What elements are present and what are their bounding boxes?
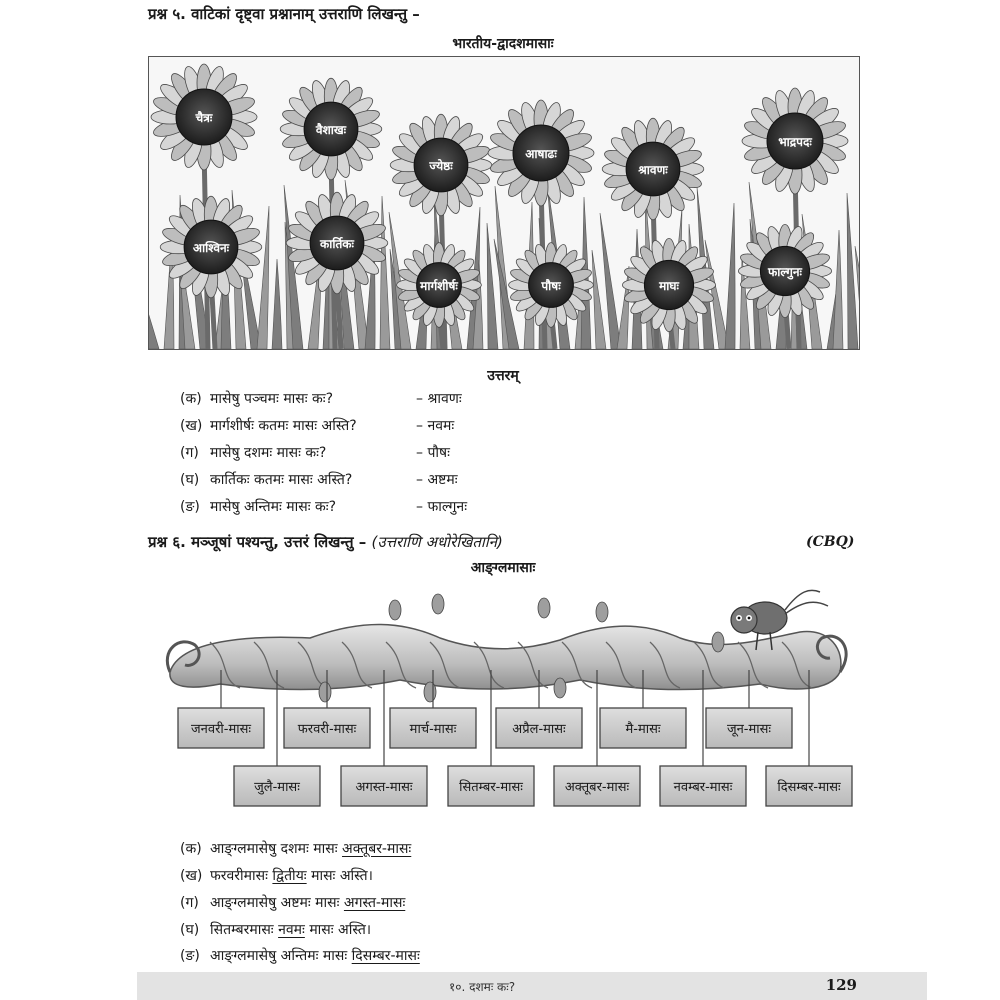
q6-item-answer: दिसम्बर-मासः bbox=[351, 948, 420, 964]
vine-leaf bbox=[389, 600, 401, 620]
vine-leaf bbox=[319, 682, 331, 702]
q6-item bbox=[210, 893, 405, 912]
cbq-tag: (CBQ) bbox=[806, 534, 855, 550]
q5-question-label: (क) bbox=[180, 391, 202, 407]
sunflower-month-label: माघः bbox=[659, 279, 679, 293]
q5-question-label: (ङ) bbox=[180, 499, 200, 515]
vine-leaf bbox=[554, 678, 566, 698]
vine-body bbox=[170, 625, 841, 690]
sunflower-month-label: भाद्रपदः bbox=[778, 135, 812, 149]
board-month-label: अप्रैल-मासः bbox=[512, 722, 566, 737]
board-month-label: अक्तूबर-मासः bbox=[564, 780, 630, 795]
sunflower-month-label: कार्तिकः bbox=[320, 237, 354, 251]
month-board bbox=[496, 708, 582, 748]
page-footer bbox=[137, 972, 927, 1000]
q6-item-label: (ग) bbox=[180, 895, 199, 911]
sunflower-month-label: ज्येष्ठः bbox=[429, 159, 453, 173]
sunflower-month-label: मार्गशीर्षः bbox=[420, 279, 458, 293]
month-board bbox=[284, 708, 370, 748]
q5-question-text: मासेषु दशमः मासः कः? bbox=[210, 445, 327, 461]
sunflower-month-label: आषाढः bbox=[525, 147, 557, 161]
vine-board-illustration bbox=[140, 580, 860, 810]
q6-heading-text: प्रश्न ६. मञ्जूषां पश्यन्तु, उत्तरं लिखन्तु – bbox=[148, 533, 367, 551]
q6-item bbox=[210, 920, 371, 939]
q6-item-label: (ङ) bbox=[180, 948, 200, 964]
month-board bbox=[390, 708, 476, 748]
q5-answer-title: उत्तरम् bbox=[487, 368, 519, 384]
month-board bbox=[554, 766, 640, 806]
q5-question-text: मासेषु पञ्चमः मासः कः? bbox=[210, 391, 334, 407]
q5-answer: – नवमः bbox=[416, 418, 455, 434]
sunflower-month-label: पौषः bbox=[541, 279, 561, 293]
board-month-label: नवम्बर-मासः bbox=[673, 780, 733, 795]
page-number: 129 bbox=[825, 976, 857, 994]
q5-answer: – पौषः bbox=[416, 445, 450, 461]
q6-heading bbox=[148, 532, 503, 552]
vine-leaf bbox=[538, 598, 550, 618]
q6-hint: (उत्तराणि अधोरेखितानि) bbox=[371, 533, 503, 551]
board-month-label: जुलै-मासः bbox=[254, 780, 300, 795]
sunflower-month-label: आश्विनः bbox=[192, 241, 230, 255]
board-month-label: दिसम्बर-मासः bbox=[777, 780, 841, 795]
sunflower-month-label: श्रावणः bbox=[638, 163, 668, 177]
q6-item-answer: नवमः bbox=[278, 922, 305, 938]
month-board bbox=[706, 708, 792, 748]
q6-item bbox=[210, 946, 420, 965]
q5-answer: – अष्टमः bbox=[416, 472, 458, 488]
q5-question-label: (ग) bbox=[180, 445, 199, 461]
q5-answer: – श्रावणः bbox=[416, 391, 462, 407]
boards-layer bbox=[178, 708, 852, 806]
month-board bbox=[341, 766, 427, 806]
month-board bbox=[448, 766, 534, 806]
q5-question-text: मार्गशीर्षः कतमः मासः अस्ति? bbox=[210, 418, 357, 434]
q6-item bbox=[210, 866, 373, 885]
q5-question-label: (ख) bbox=[180, 418, 203, 434]
board-month-label: मार्च-मासः bbox=[409, 722, 457, 737]
q6-item-pre: आङ्ग्लमासेषु अन्तिमः मासः bbox=[210, 948, 348, 964]
q6-item-label: (क) bbox=[180, 841, 202, 857]
q5-image-title: भारतीय-द्वादशमासाः bbox=[452, 36, 554, 52]
footer-chapter: १०. दशमः कः? bbox=[449, 980, 516, 994]
board-month-label: सितम्बर-मासः bbox=[459, 780, 523, 795]
q6-item-answer: द्वितीयः bbox=[272, 868, 307, 884]
sunflower-garden-illustration bbox=[148, 56, 860, 350]
q6-item-answer: अगस्त-मासः bbox=[343, 895, 406, 911]
q5-question-text: मासेषु अन्तिमः मासः कः? bbox=[210, 499, 337, 515]
q6-item-post: मासः अस्ति। bbox=[311, 868, 373, 884]
vine-leaf bbox=[424, 682, 436, 702]
vine-leaf bbox=[596, 602, 608, 622]
q6-item bbox=[210, 839, 411, 858]
month-board bbox=[600, 708, 686, 748]
q6-item-label: (ख) bbox=[180, 868, 203, 884]
q5-answer: – फाल्गुनः bbox=[416, 499, 468, 515]
q6-item-label: (घ) bbox=[180, 922, 200, 938]
q6-item-answer: अक्तूबर-मासः bbox=[342, 841, 412, 857]
month-board bbox=[178, 708, 264, 748]
q6-image-title: आङ्ग्लमासाः bbox=[470, 560, 536, 576]
sunflower-month-label: चैत्रः bbox=[195, 111, 213, 125]
vine-leaf bbox=[432, 594, 444, 614]
month-board bbox=[234, 766, 320, 806]
board-month-label: मै-मासः bbox=[625, 722, 661, 737]
month-board bbox=[660, 766, 746, 806]
vine-leaf bbox=[712, 632, 724, 652]
q5-heading: प्रश्न ५. वाटिकां दृष्ट्वा प्रश्नानाम् उत्तराणि लिखन्तु – bbox=[148, 5, 420, 23]
sunflower-month-label: फाल्गुनः bbox=[768, 265, 802, 279]
month-board bbox=[766, 766, 852, 806]
board-month-label: जून-मासः bbox=[726, 722, 772, 737]
board-month-label: जनवरी-मासः bbox=[190, 722, 252, 737]
q5-question-text: कार्तिकः कतमः मासः अस्ति? bbox=[210, 472, 353, 488]
board-month-label: फरवरी-मासः bbox=[297, 722, 357, 737]
sunflower-month-label: वैशाखः bbox=[315, 123, 347, 137]
board-month-label: अगस्त-मासः bbox=[355, 780, 413, 795]
q6-item-pre: सितम्बरमासः bbox=[210, 922, 274, 938]
vine-svg bbox=[140, 580, 860, 810]
q6-item-pre: आङ्ग्लमासेषु अष्टमः मासः bbox=[210, 895, 340, 911]
q5-question-label: (घ) bbox=[180, 472, 200, 488]
sunflower-svg bbox=[149, 57, 859, 349]
q6-item-post: मासः अस्ति। bbox=[309, 922, 372, 938]
q6-item-pre: फरवरीमासः bbox=[210, 868, 268, 884]
q6-item-pre: आङ्ग्लमासेषु दशमः मासः bbox=[210, 841, 338, 857]
